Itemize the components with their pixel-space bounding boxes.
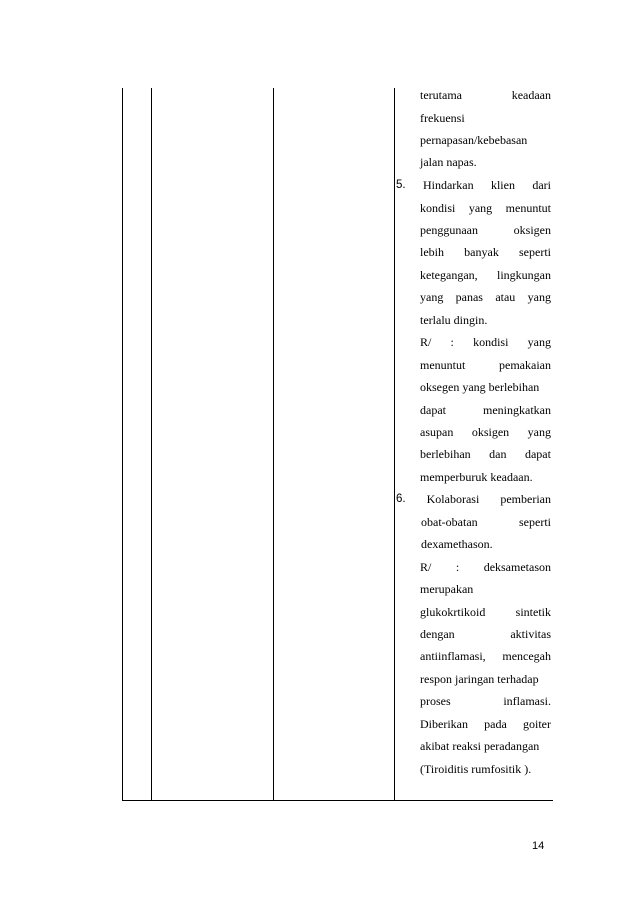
cell-text-line: terlalu dingin. <box>420 313 488 327</box>
cell-text-line: oksegen yang berlebihan <box>420 380 540 394</box>
cell-text-line: terutama keadaan <box>420 88 551 102</box>
cell-text-line: ketegangan, lingkungan <box>420 268 551 282</box>
cell-text-line: (Tiroiditis rumfositik ). <box>420 762 532 776</box>
cell-text-line: yang panas atau yang <box>420 290 551 304</box>
nursing-care-plan-table <box>122 88 553 801</box>
cell-text-line: glukokrtikoid sintetik <box>420 605 551 619</box>
column-divider-3 <box>394 88 395 800</box>
cell-text-line: antiinflamasi, mencegah <box>420 649 551 663</box>
cell-text-line: menuntut pemakaian <box>420 358 551 372</box>
cell-text-line: kondisi yang menuntut <box>420 201 551 215</box>
cell-text-line: pernapasan/kebebasan <box>420 133 528 147</box>
cell-text-line: memperburuk keadaan. <box>420 470 533 484</box>
cell-text-line: lebih banyak seperti <box>420 245 551 259</box>
column-divider-2 <box>273 88 274 800</box>
cell-text-line: penggunaan oksigen <box>420 223 551 237</box>
cell-text-line: dapat meningkatkan <box>420 403 551 417</box>
cell-text-line: obat-obatan seperti <box>421 515 551 529</box>
cell-text-line: dengan aktivitas <box>420 627 551 641</box>
cell-text-line: R/ : kondisi yang <box>420 335 551 349</box>
cell-text-line: berlebihan dan dapat <box>420 447 551 461</box>
cell-text-line: Diberikan pada goiter <box>420 717 551 731</box>
cell-text-line: frekuensi <box>420 111 465 125</box>
cell-text-line: 6. Kolaborasi pemberian <box>396 492 551 506</box>
cell-text-line: dexamethason. <box>421 537 493 551</box>
cell-text-line: akibat reaksi peradangan <box>420 739 540 753</box>
cell-text-line: asupan oksigen yang <box>420 425 551 439</box>
cell-text-line: merupakan <box>420 582 474 596</box>
page-number: 14 <box>532 840 545 852</box>
cell-text-line: R/ : deksametason <box>420 560 551 574</box>
cell-text-line: jalan napas. <box>420 155 477 169</box>
cell-text-line: respon jaringan terhadap <box>420 672 539 686</box>
cell-text-line: proses inflamasi. <box>420 694 551 708</box>
cell-text-line: 5. Hindarkan klien dari <box>396 178 551 192</box>
column-divider-1 <box>151 88 152 800</box>
